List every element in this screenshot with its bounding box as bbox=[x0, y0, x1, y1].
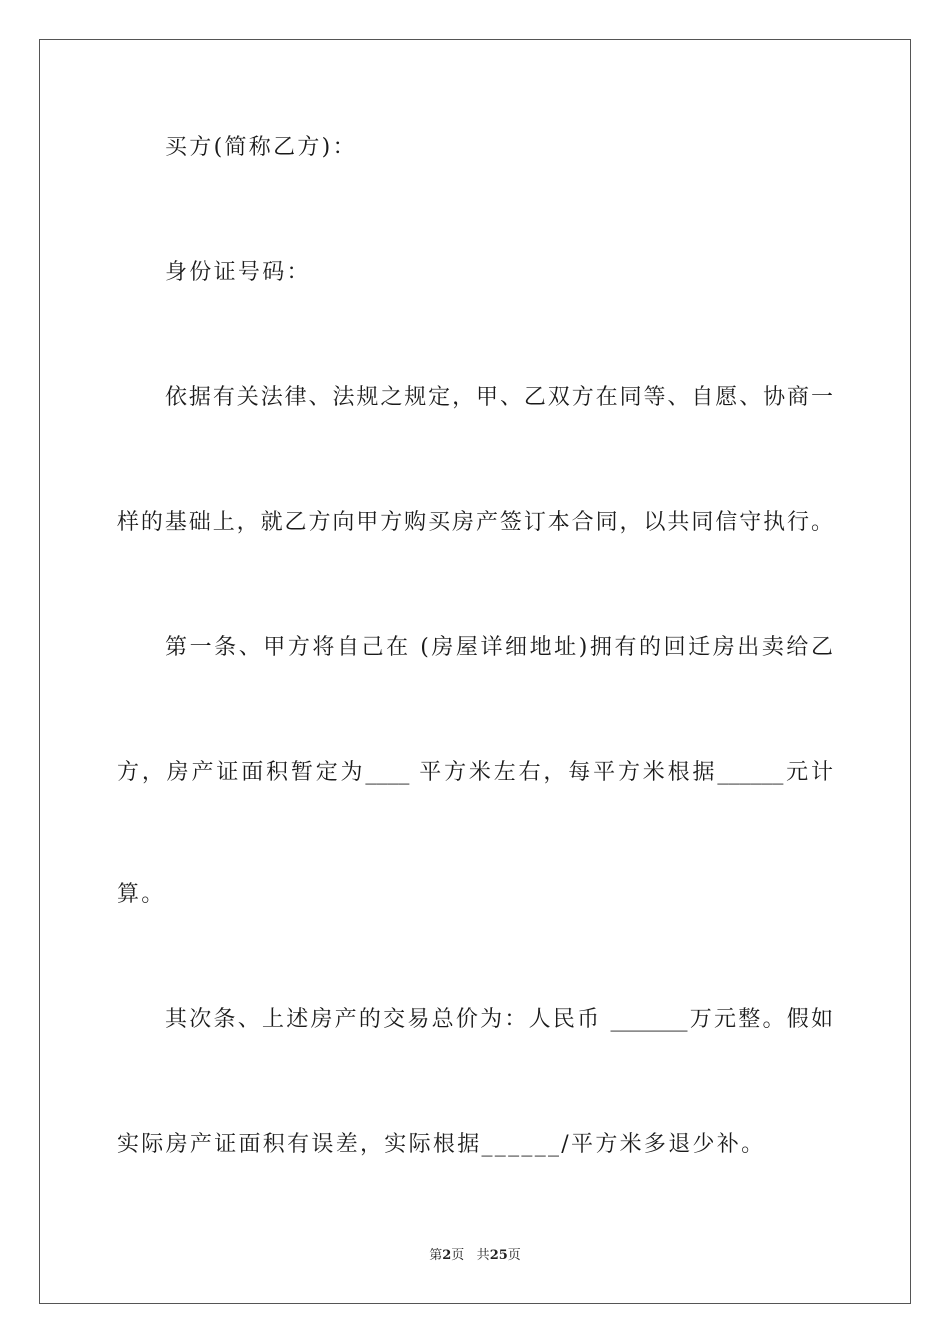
total-pages: 25 bbox=[489, 1248, 508, 1263]
page-prefix: 第 bbox=[429, 1248, 443, 1263]
article-2-line-2: 实际房产证面积有误差，实际根据______/平方米多退少补。 bbox=[117, 1132, 766, 1157]
id-number-label: 身份证号码： bbox=[165, 260, 311, 285]
page-suffix: 页 bbox=[451, 1248, 465, 1263]
total-prefix: 共 bbox=[476, 1248, 490, 1263]
page-border bbox=[39, 39, 911, 1304]
article-1-line-2: 方，房产证面积暂定为____ 平方米左右，每平方米根据______元计 bbox=[117, 760, 833, 785]
preamble-line-1: 依据有关法律、法规之规定，甲、乙双方在同等、自愿、协商一 bbox=[165, 385, 833, 410]
preamble-line-2: 样的基础上，就乙方向甲方购买房产签订本合同，以共同信守执行。 bbox=[117, 510, 833, 535]
article-1-line-1: 第一条、甲方将自己在 (房屋详细地址)拥有的回迁房出卖给乙 bbox=[165, 635, 833, 660]
buyer-label: 买方(简称乙方)： bbox=[165, 135, 357, 160]
total-suffix: 页 bbox=[507, 1248, 521, 1263]
page-footer bbox=[0, 1246, 950, 1266]
article-2-line-1: 其次条、上述房产的交易总价为：人民币 _______万元整。假如 bbox=[165, 1007, 833, 1032]
article-1-line-3: 算。 bbox=[117, 882, 166, 907]
page-number: 2 bbox=[442, 1248, 452, 1263]
